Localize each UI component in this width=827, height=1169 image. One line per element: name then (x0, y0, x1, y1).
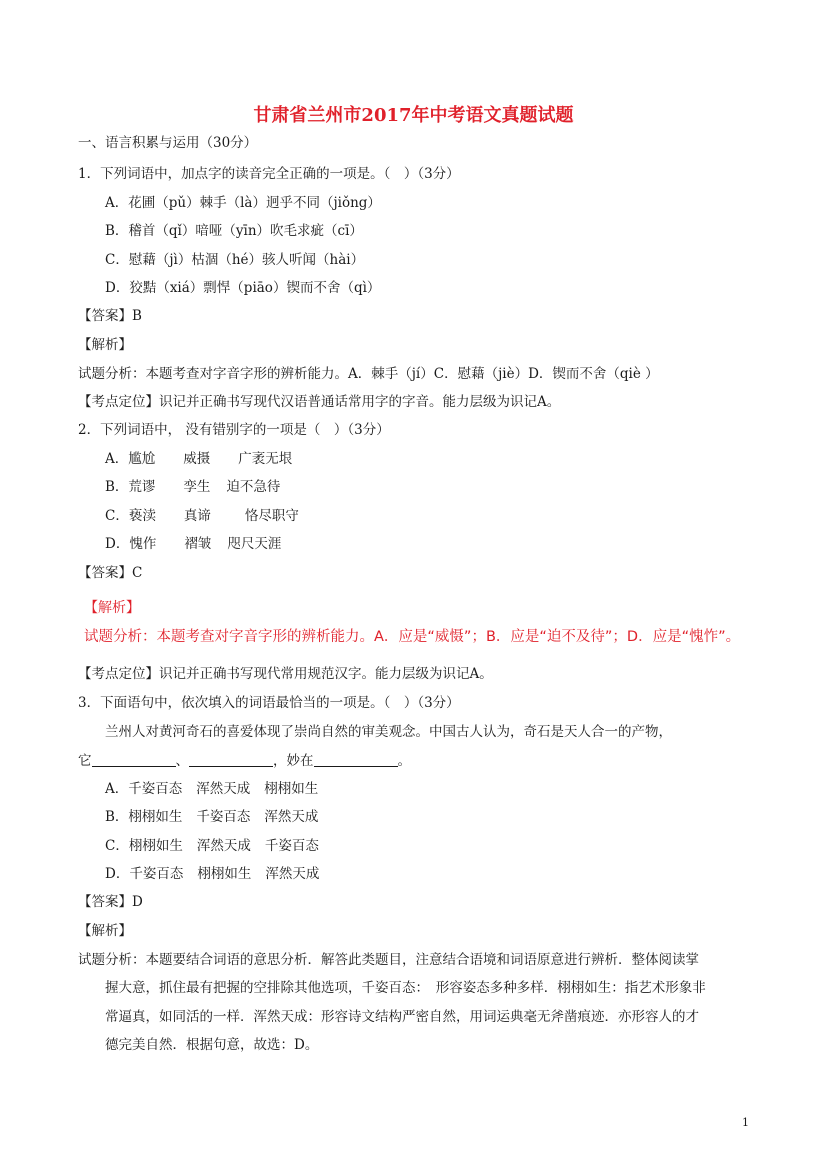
q2-answer: 【答案】C (78, 565, 143, 581)
q3-stem: 3．下面语句中，依次填入的词语最恰当的一项是。（ ）（3分） (78, 695, 460, 711)
q3-analysis-heading: 【解析】 (78, 923, 132, 939)
option-word: 浑然天成 (265, 866, 320, 882)
option-word: A．千姿百态 (105, 781, 183, 797)
q1-option-b: B．稽首（qǐ）喑哑（yīn）吹毛求疵（cī） (105, 223, 363, 239)
q3-option-c (105, 836, 319, 856)
option-word: B．栩栩如生 (105, 809, 183, 825)
document-title: 甘肃省兰州市2017年中考语文真题试题 (253, 105, 574, 126)
option-word: 浑然天成 (196, 838, 251, 854)
q2-stem: 2．下列词语中， 没有错别字的一项是（ ）（3分） (78, 422, 390, 438)
option-word: 千姿百态 (264, 838, 319, 854)
q1-answer: 【答案】B (78, 308, 142, 324)
option-word: D．愧作 (105, 536, 157, 552)
q3-answer: 【答案】D (78, 894, 143, 910)
q2-analysis-heading: 【解析】 (84, 600, 140, 616)
option-word: 孪生 (183, 479, 211, 495)
option-word: 恪尽职守 (244, 508, 299, 524)
q2-option-c (105, 506, 299, 526)
option-word: D．千姿百态 (105, 866, 184, 882)
option-word: 广袤无垠 (238, 451, 293, 467)
q3-option-b (105, 807, 318, 827)
q3-passage-line2 (78, 751, 411, 771)
option-word: C．亵渎 (105, 508, 156, 524)
fill-blank-2 (189, 752, 273, 767)
option-word: A．尴尬 (105, 451, 156, 467)
q3-analysis-line2: 握大意，抓住最有把握的空排除其他选项，千姿百态： 形容姿态多种多样．栩栩如生：指艺术形象非 (105, 980, 706, 996)
q3-passage-line1: 兰州人对黄河奇石的喜爱体现了崇尚自然的审美观念。中国古人认为，奇石是天人合一的产物， (105, 724, 672, 740)
q2-analysis: 试题分析：本题考查对字音字形的辨析能力。A．应是“威慑”；B．应是“迫不及待”；D．应是“愧怍”。 (84, 629, 741, 645)
option-word: 浑然天成 (264, 809, 319, 825)
passage-text: 、 (175, 753, 189, 769)
q2-option-d (105, 534, 281, 554)
q2-option-a (105, 449, 292, 469)
q3-option-d (105, 864, 319, 884)
option-word: B．荒谬 (105, 479, 156, 495)
q3-analysis-line3: 常逼真，如同活的一样．浑然天成：形容诗文结构严密自然，用词运典毫无斧凿痕迹．亦形容人的才 (105, 1009, 699, 1025)
fill-blank-1 (92, 752, 176, 767)
option-word: 迫不急待 (226, 479, 281, 495)
section-heading: 一、语言积累与运用（30分） (78, 135, 258, 151)
passage-text: 。 (397, 753, 411, 769)
q1-analysis: 试题分析：本题考查对字音字形的辨析能力。A．棘手（jí）C．慰藉（jiè）D．锲而不舍（qiè ） (78, 366, 659, 382)
option-word: C．栩栩如生 (105, 838, 183, 854)
passage-text: 它 (78, 753, 92, 769)
option-word: 真谛 (183, 508, 211, 524)
option-word: 千姿百态 (196, 809, 251, 825)
option-word: 咫尺天涯 (227, 536, 282, 552)
option-word: 浑然天成 (196, 781, 251, 797)
q1-analysis-heading: 【解析】 (78, 337, 132, 353)
q3-analysis-line4: 德完美自然．根据句意，故选：D。 (105, 1037, 319, 1053)
page-number: 1 (742, 1116, 749, 1129)
q2-option-b (105, 477, 280, 497)
fill-blank-3 (314, 752, 398, 767)
option-word: 褶皱 (184, 536, 212, 552)
q1-option-a: A．花圃（pǔ）棘手（là）迥乎不同（jiǒng） (105, 195, 381, 211)
q1-stem: 1．下列词语中，加点字的读音完全正确的一项是。（ ）（3分） (78, 166, 460, 182)
option-word: 栩栩如生 (197, 866, 252, 882)
q1-point: 【考点定位】识记并正确书写现代汉语普通话常用字的字音。能力层级为识记A。 (78, 394, 561, 410)
q3-analysis-line1: 试题分析：本题要结合词语的意思分析．解答此类题目，注意结合语境和词语原意进行辨析．整体阅读掌 (78, 952, 699, 968)
passage-text: ，妙在 (273, 753, 314, 769)
q1-option-c: C．慰藉（jì）枯涸（hé）骇人听闻（hài） (105, 252, 365, 268)
q1-option-d: D．狡黠（xiá）剽悍（piāo）锲而不舍（qì） (105, 280, 381, 296)
q3-option-a (105, 779, 318, 799)
q2-point: 【考点定位】识记并正确书写现代常用规范汉字。能力层级为识记A。 (78, 666, 493, 682)
option-word: 栩栩如生 (264, 781, 319, 797)
option-word: 威摄 (183, 451, 211, 467)
